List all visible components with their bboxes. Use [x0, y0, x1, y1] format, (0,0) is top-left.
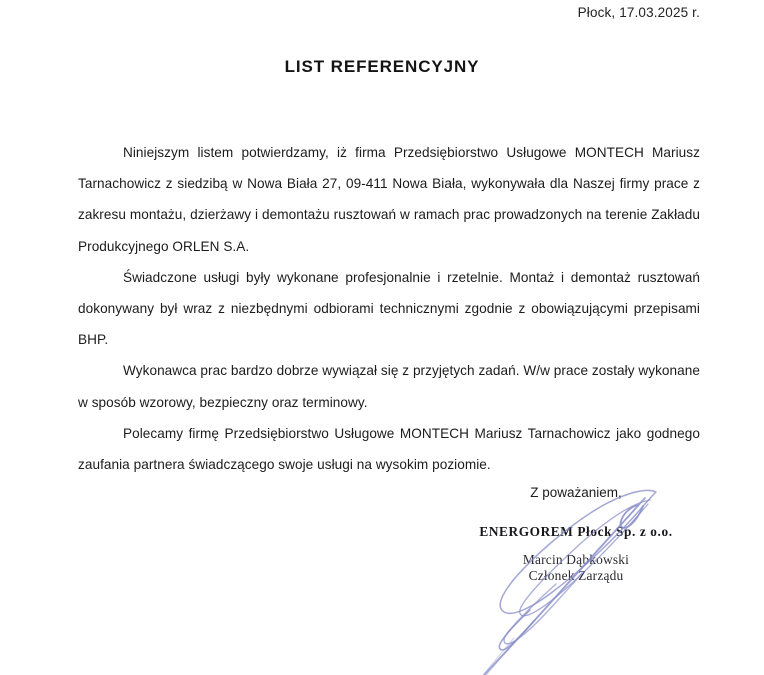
closing-salutation: Z poważaniem,	[530, 485, 622, 500]
signer-block	[452, 552, 700, 583]
date-line: Płock, 17.03.2025 r.	[577, 5, 700, 20]
body-paragraph: Świadczone usługi były wykonane profesjonalnie i rzetelnie. Montaż i demontaż rusztowań dokonywany był wraz z niezbędnymi odbiorami technicznymi zgodnie z obowiązującymi przepisami BHP.	[78, 269, 700, 348]
company-stamp-text: ENERGOREM Płock Sp. z o.o.	[479, 524, 673, 539]
body-paragraph: Polecamy firmę Przedsiębiorstwo Usługowe MONTECH Mariusz Tarnachowicz jako godnego zaufania partnera świadczącego swoje usługi na wysokim poziomie.	[78, 425, 700, 473]
page-title: LIST REFERENCYJNY	[284, 57, 480, 76]
body-paragraph: Niniejszym listem potwierdzamy, iż firma Przedsiębiorstwo Usługowe MONTECH Mariusz Tarnachowicz z siedzibą w Nowa Biała 27, 09-411 Nowa Biała, wykonywała dla Naszej firmy prace z zakresu montażu, dzierżawy i demontażu rusztowań w ramach prac prowadzonych na terenie Zakładu Produkcyjnego ORLEN S.A.	[78, 145, 700, 254]
signer-name: Marcin Dąbkowski	[522, 552, 630, 567]
signer-title: Członek Zarządu	[528, 567, 624, 583]
company-stamp	[452, 524, 700, 540]
body-paragraph: Wykonawca prac bardzo dobrze wywiązał się z przyjętych zadań. W/w prace zostały wykonane w sposób wzorowy, bezpieczny oraz terminowy.	[78, 363, 700, 410]
letter-body	[78, 137, 700, 480]
